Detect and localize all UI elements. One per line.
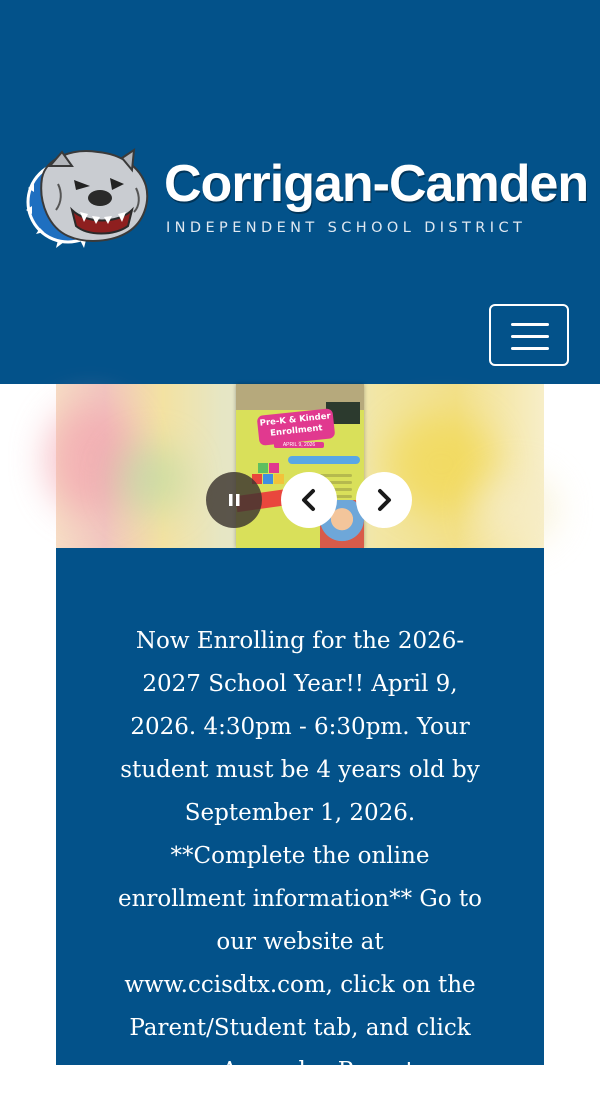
district-logo[interactable] bbox=[28, 140, 589, 260]
announcement-panel bbox=[56, 548, 544, 1084]
site-header bbox=[0, 0, 600, 384]
carousel-next-button[interactable] bbox=[356, 472, 412, 528]
flyer-title: Pre-K & Kinder Enrollment bbox=[257, 408, 336, 446]
menu-toggle-button[interactable] bbox=[489, 304, 569, 366]
carousel-prev-button[interactable] bbox=[281, 472, 337, 528]
district-name: Corrigan-Camden bbox=[164, 155, 589, 213]
enrollment-announcement: Now Enrolling for the 2026-2027 School Year!! April 9, 2026. 4:30pm - 6:30pm. Your student must be 4 years old by September 1, 2026. **Complete the online enrollment information** Go to our website at www.ccisdtx.com, click on the Parent/Student tab, and click on Ascender Parent bbox=[118, 628, 483, 1084]
carousel-pause-button[interactable] bbox=[206, 472, 262, 528]
district-subtitle: INDEPENDENT SCHOOL DISTRICT bbox=[166, 220, 527, 236]
bulldog-icon bbox=[28, 144, 152, 252]
flyer-date: APRIL 9, 2026 bbox=[274, 442, 324, 448]
